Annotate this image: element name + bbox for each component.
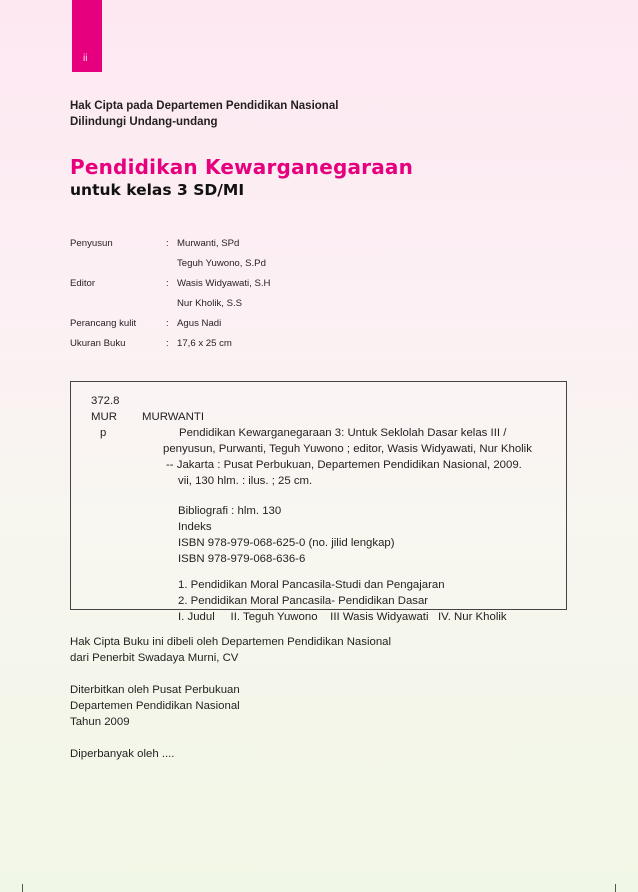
crop-mark: [22, 884, 23, 892]
tracings-line: I. Judul II. Teguh Yuwono III Wasis Widyawati IV. Nur Kholik: [178, 611, 507, 623]
cataloging-in-publication-box: [70, 381, 567, 623]
publication-info: [70, 634, 391, 778]
copyright-notice: [70, 98, 338, 130]
class-number: 372.8: [91, 395, 120, 407]
entry-line: vii, 130 hlm. : ilus. ; 25 cm.: [178, 475, 313, 487]
credit-name: Agus Nadi: [177, 318, 222, 329]
publisher-line: Diterbitkan oleh Pusat Perbukuan: [70, 684, 240, 696]
publisher-line: Tahun 2009: [70, 716, 130, 728]
reproduced-line: Diperbanyak oleh ....: [70, 748, 175, 760]
purchase-line: dari Penerbit Swadaya Murni, CV: [70, 652, 239, 664]
credit-colon: :: [166, 238, 169, 249]
catalog-author: MURWANTI: [142, 411, 205, 423]
credit-role: Perancang kulit: [70, 318, 137, 329]
credit-name: Wasis Widyawati, S.H: [177, 278, 271, 289]
page-number: ii: [83, 53, 88, 64]
subject-heading: 1. Pendidikan Moral Pancasila-Studi dan Pengajaran: [178, 579, 445, 591]
book-subtitle: untuk kelas 3 SD/MI: [70, 181, 245, 199]
subject-heading: 2. Pendidikan Moral Pancasila- Pendidikan Dasar: [178, 595, 429, 607]
title-code: p: [100, 427, 107, 439]
isbn-line: ISBN 978-979-068-636-6: [178, 553, 306, 565]
publisher-line: Departemen Pendidikan Nasional: [70, 700, 240, 712]
publisher-notice: [70, 682, 391, 730]
credit-name: 17,6 x 25 cm: [177, 338, 232, 349]
author-code: MUR: [91, 411, 117, 423]
entry-line: -- Jakarta : Pusat Perbukuan, Departemen Pendidikan Nasional, 2009.: [166, 459, 522, 471]
entry-line: Pendidikan Kewarganegaraan 3: Untuk Seklolah Dasar kelas III /: [179, 427, 507, 439]
credit-colon: :: [166, 338, 169, 349]
bibliography-note: Bibliografi : hlm. 130: [178, 505, 282, 517]
protection-line: Dilindungi Undang-undang: [70, 116, 218, 128]
credit-role: Penyusun: [70, 238, 113, 249]
credit-colon: :: [166, 318, 169, 329]
copyright-line: Hak Cipta pada Departemen Pendidikan Nasional: [70, 100, 339, 112]
crop-mark: [615, 884, 616, 892]
book-title: Pendidikan Kewarganegaraan: [70, 155, 414, 179]
entry-line: penyusun, Purwanti, Teguh Yuwono ; editor, Wasis Widyawati, Nur Kholik: [163, 443, 532, 455]
credit-name: Teguh Yuwono, S.Pd: [177, 258, 266, 269]
reproduction-notice: [70, 746, 391, 762]
isbn-line: ISBN 978-979-068-625-0 (no. jilid lengkap): [178, 537, 395, 549]
credit-role: Ukuran Buku: [70, 338, 126, 349]
purchase-notice: [70, 634, 391, 666]
credit-role: Editor: [70, 278, 96, 289]
credit-name: Murwanti, SPd: [177, 238, 240, 249]
credit-name: Nur Kholik, S.S: [177, 298, 243, 309]
credit-colon: :: [166, 278, 169, 289]
index-note: Indeks: [178, 521, 212, 533]
purchase-line: Hak Cipta Buku ini dibeli oleh Departemen Pendidikan Nasional: [70, 636, 392, 648]
